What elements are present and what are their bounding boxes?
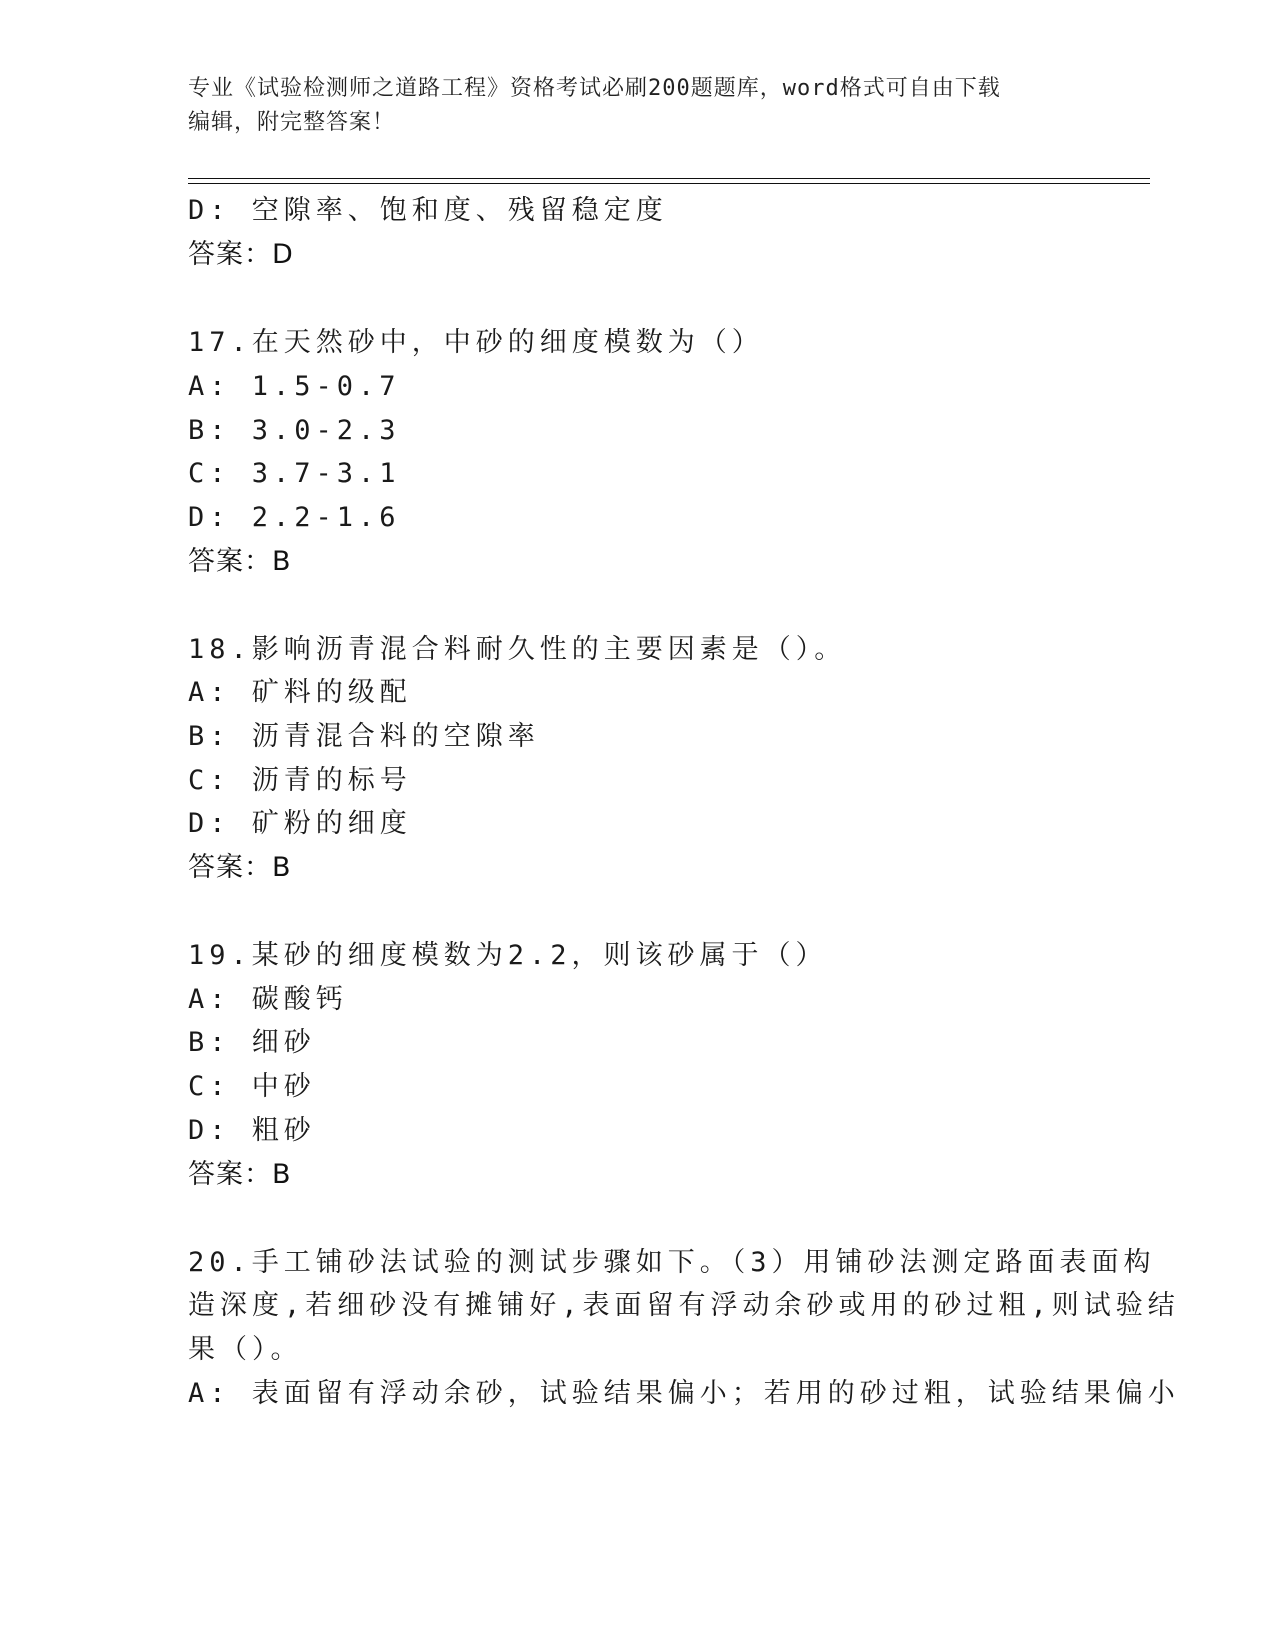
q18-question: 18.影响沥青混合料耐久性的主要因素是（）。 [188,634,847,665]
q20-question-line-3: 果（）。 [188,1334,303,1365]
q17-option-a: A: 1.5-0.7 [188,371,401,402]
q17-option-c: C: 3.7-3.1 [188,458,401,489]
q17-answer: 答案：B [188,546,292,577]
q19-option-c: C: 中砂 [188,1071,316,1102]
q17-question: 17.在天然砂中，中砂的细度模数为（） [188,327,764,358]
q19-option-b: B: 细砂 [188,1027,316,1058]
q18-answer: 答案：B [188,852,292,883]
q20-question-line-2: 造深度,若细砂没有摊铺好,表面留有浮动余砂或用的砂过粗,则试验结 [188,1290,1180,1321]
q18-option-b: B: 沥青混合料的空隙率 [188,721,540,752]
header-title-line-2: 编辑，附完整答案！ [188,110,396,135]
q19-question: 19.某砂的细度模数为2.2，则该砂属于（） [188,940,828,971]
q17-option-d: D: 2.2-1.6 [188,502,401,533]
q18-option-a: A: 矿料的级配 [188,677,412,708]
q17-option-b: B: 3.0-2.3 [188,415,401,446]
q18-option-d: D: 矿粉的细度 [188,808,412,839]
header-divider-top [188,178,1150,179]
q20-question-line-1: 20.手工铺砂法试验的测试步骤如下。（3）用铺砂法测定路面表面构 [188,1247,1156,1278]
q20-option-a: A: 表面留有浮动余砂，试验结果偏小；若用的砂过粗，试验结果偏小 [188,1378,1180,1409]
q16-option-d: D: 空隙率、饱和度、残留稳定度 [188,195,668,226]
q16-answer: 答案：D [188,239,294,270]
q19-option-d: D: 粗砂 [188,1115,316,1146]
document-header [188,72,1088,140]
q19-option-a: A: 碳酸钙 [188,984,348,1015]
q18-option-c: C: 沥青的标号 [188,765,412,796]
header-divider-bottom [188,183,1150,184]
q19-answer: 答案：B [188,1159,292,1190]
header-title-line-1: 专业《试验检测师之道路工程》资格考试必刷200题题库，word格式可自由下载 [188,76,1001,101]
